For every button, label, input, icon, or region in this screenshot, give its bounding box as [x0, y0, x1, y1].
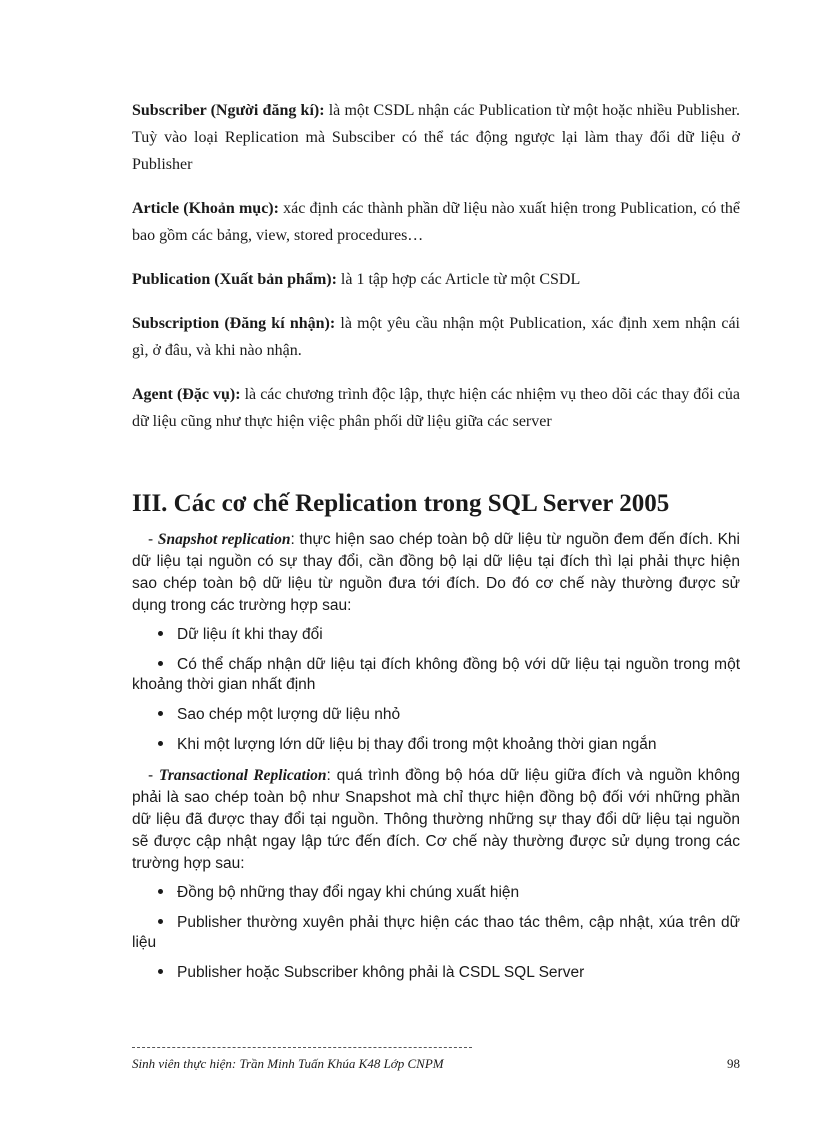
list-item	[132, 883, 740, 903]
list-item-text: Sao chép một lượng dữ liệu nhỏ	[177, 706, 401, 723]
definition-text: là một yêu cầu nhận một Publication, xác định xem nhận cái gì, ở đâu, và khi nào nhận.	[132, 315, 740, 359]
list-item	[132, 913, 740, 953]
list-item-text: Khi một lượng lớn dữ liệu bị thay đổi trong một khoảng thời gian ngắn	[177, 736, 657, 753]
transactional-bullet-list	[132, 883, 740, 983]
definition-subscription	[132, 310, 740, 364]
bullet-icon	[158, 741, 163, 746]
list-item-text: Có thể chấp nhận dữ liệu tại đích không đồng bộ với dữ liệu tại nguồn trong một khoảng thời gian nhất định	[132, 656, 740, 693]
list-item-text: Dữ liệu ít khi thay đổi	[177, 626, 323, 643]
definition-text: là 1 tập hợp các Article từ một CSDL	[336, 271, 581, 288]
list-item	[132, 963, 740, 983]
definition-subscriber	[132, 97, 740, 178]
transactional-replication-paragraph	[132, 765, 740, 875]
definition-text: là các chương trình độc lập, thực hiện các nhiệm vụ theo dõi các thay đổi của dữ liệu cũng như thực hiện việc phân phối dữ liệu giữa các server	[132, 386, 741, 430]
bullet-icon	[158, 661, 163, 666]
bullet-icon	[158, 711, 163, 716]
page-number: 98	[727, 1056, 740, 1071]
definition-term: Subscription (Đăng kí nhận):	[132, 315, 336, 332]
footer-divider	[132, 1047, 472, 1048]
bullet-icon	[158, 969, 163, 974]
definition-article	[132, 195, 740, 249]
mechanism-name: Transactional Replication	[158, 767, 327, 784]
list-item	[132, 735, 740, 755]
mechanism-text: : quá trình đồng bộ hóa dữ liệu giữa đích và nguồn không phải là sao chép toàn bộ như Snapshot mà chỉ thực hiện đồng bộ đối với những phần dữ liệu đã được thay đổi tại nguồn. Thông thường những sự thay đổi dữ liệu tại nguồn sẽ được cập nhật ngay lập tức đến đích. Cơ chế này thường được sử dụng trong các trường hợp sau:	[132, 767, 740, 872]
page-content	[132, 97, 740, 993]
prefix: -	[148, 531, 158, 548]
definition-agent	[132, 381, 740, 435]
list-item	[132, 655, 740, 695]
definition-term: Subscriber (Người đăng kí):	[132, 102, 325, 119]
bullet-icon	[158, 919, 163, 924]
definition-publication	[132, 266, 740, 293]
snapshot-replication-paragraph	[132, 529, 740, 617]
definition-term: Agent (Đặc vụ):	[132, 386, 241, 403]
list-item	[132, 625, 740, 645]
list-item-text: Đồng bộ những thay đổi ngay khi chúng xuất hiện	[177, 884, 520, 901]
page-footer	[132, 1056, 740, 1072]
bullet-icon	[158, 889, 163, 894]
list-item-text: Publisher thường xuyên phải thực hiện các thao tác thêm, cập nhật, xúa trên dữ liệu	[132, 914, 740, 951]
definition-term: Article (Khoản mục):	[132, 200, 279, 217]
mechanism-text: : thực hiện sao chép toàn bộ dữ liệu từ nguồn đem đến đích. Khi dữ liệu tại nguồn có sự thay đổi, cần đồng bộ lại dữ liệu tại đích thì lại phải thực hiện sao chép toàn bộ dữ liệu từ nguồn đưa tới đích. Do đó cơ chế này thường được sử dụng trong các trường hợp sau:	[132, 531, 740, 614]
list-item-text: Publisher hoặc Subscriber không phải là CSDL SQL Server	[177, 964, 585, 981]
definition-text: là một CSDL nhận các Publication từ một hoặc nhiều Publisher. Tuỳ vào loại Replication mà Subsciber có thể tác động ngược lại làm thay đổi dữ liệu ở Publisher	[132, 102, 740, 173]
section-title: III. Các cơ chế Replication trong SQL Server 2005	[132, 490, 670, 517]
list-item	[132, 705, 740, 725]
definition-term: Publication (Xuất bản phẩm):	[132, 271, 337, 288]
bullet-icon	[158, 631, 163, 636]
mechanism-name: Snapshot replication	[157, 531, 291, 548]
definition-text: xác định các thành phần dữ liệu nào xuất hiện trong Publication, có thể bao gồm các bảng, view, stored procedures…	[132, 200, 741, 244]
snapshot-bullet-list	[132, 625, 740, 755]
footer-text: Sinh viên thực hiện: Trần Minh Tuấn Khúa K48 Lớp CNPM	[132, 1056, 444, 1071]
prefix: -	[148, 767, 159, 784]
